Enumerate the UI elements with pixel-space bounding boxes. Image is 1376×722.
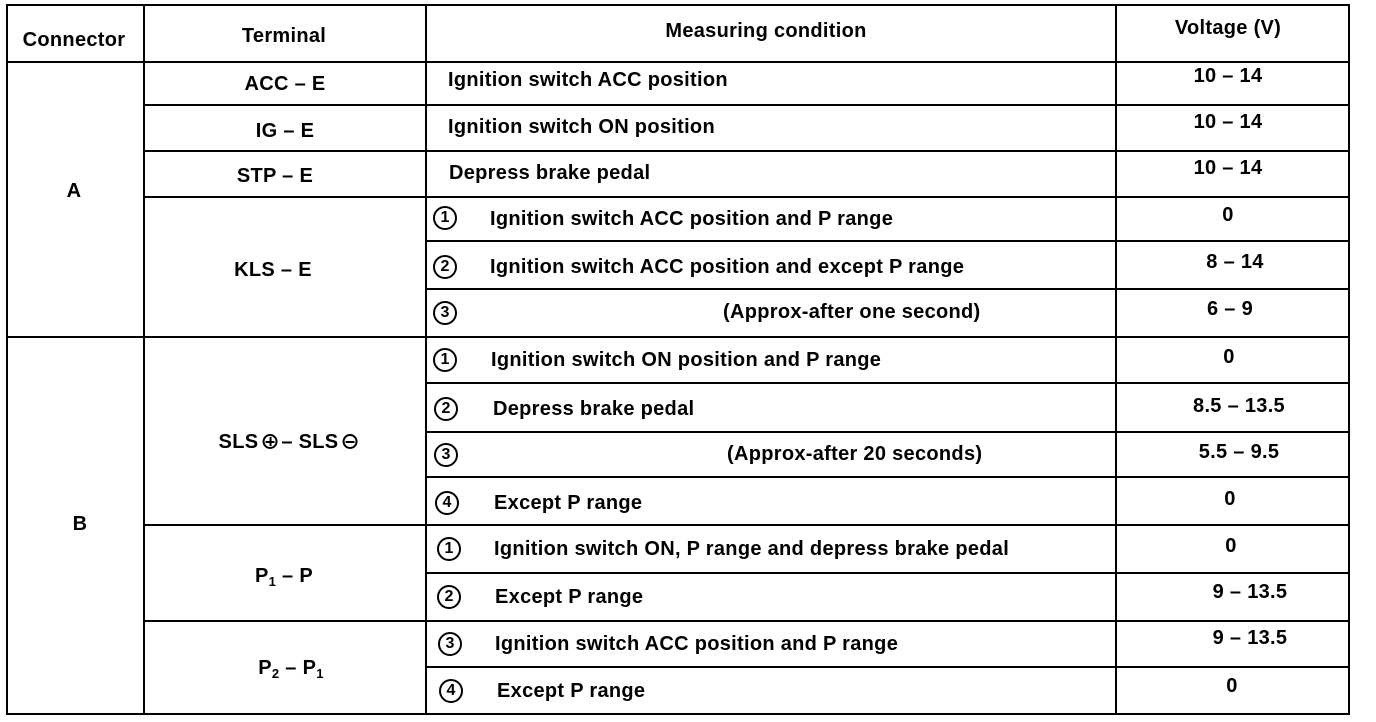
condition-text: Ignition switch ON, P range and depress brake pedal [494, 538, 1010, 560]
voltage-value: 0 [1223, 346, 1235, 368]
voltage-value: 10 – 14 [1193, 157, 1263, 179]
column-divider [143, 4, 145, 715]
terminal-sls [219, 431, 362, 453]
condition-text: (Approx-after one second) [723, 301, 981, 323]
table-border-top [6, 4, 1350, 6]
step-number-circle: 3 [438, 632, 462, 656]
column-divider [425, 4, 427, 715]
row-divider [145, 196, 1350, 198]
voltage-value: 10 – 14 [1193, 65, 1263, 87]
terminal-p1-p [255, 565, 313, 587]
voltage-value: 0 [1225, 535, 1237, 557]
table-border-right [1348, 4, 1350, 715]
condition-text: (Approx-after 20 seconds) [727, 443, 983, 465]
header-terminal: Terminal [241, 25, 327, 47]
voltage-value: 10 – 14 [1193, 111, 1263, 133]
table-border-left [6, 4, 8, 715]
row-divider [427, 476, 1350, 478]
condition-text: Ignition switch ON position and P range [491, 349, 882, 371]
terminal-p2-p1 [258, 657, 323, 679]
terminal-p1-letter: P [255, 565, 269, 587]
terminal-sls-right: SLS [298, 431, 339, 453]
voltage-value: 6 – 9 [1207, 298, 1253, 320]
terminal-sls-dash: – [281, 431, 293, 453]
step-number-circle: 2 [433, 255, 457, 279]
table-border-bottom [6, 713, 1350, 715]
voltage-value: 8 – 14 [1206, 251, 1264, 273]
row-divider [427, 382, 1350, 384]
row-divider [145, 104, 1350, 106]
terminal-stp-e: STP – E [236, 165, 314, 187]
condition-text: Except P range [495, 586, 644, 608]
voltage-value: 9 – 13.5 [1212, 581, 1288, 603]
condition-text: Except P range [497, 680, 646, 702]
step-number-circle: 1 [433, 206, 457, 230]
connector-b: B [72, 513, 88, 535]
condition-text: Depress brake pedal [449, 162, 651, 184]
step-number-circle: 3 [434, 443, 458, 467]
voltage-value: 0 [1226, 675, 1238, 697]
terminal-kls-e: KLS – E [234, 259, 312, 281]
row-divider [145, 620, 1350, 622]
voltage-value: 9 – 13.5 [1212, 627, 1288, 649]
row-divider [427, 431, 1350, 433]
terminal-p2-subscript: 2 [271, 666, 280, 681]
voltage-value: 0 [1222, 204, 1234, 226]
terminal-p1-subscript: 1 [268, 574, 277, 589]
terminal-p2-subscript-2: 1 [316, 666, 324, 681]
condition-text: Except P range [494, 492, 643, 514]
step-number-circle: 2 [434, 397, 458, 421]
condition-text: Ignition switch ACC position and P range [495, 633, 899, 655]
terminal-p1-rest: – P [276, 565, 313, 587]
row-divider [145, 524, 1350, 526]
terminal-acc-e: ACC – E [244, 73, 326, 95]
minus-circle-icon [342, 434, 357, 449]
header-divider [6, 61, 1350, 63]
row-divider [427, 240, 1350, 242]
voltage-value: 0 [1224, 488, 1236, 510]
step-number-circle: 1 [437, 537, 461, 561]
terminal-ig-e: IG – E [255, 120, 315, 142]
step-number-circle: 4 [435, 491, 459, 515]
row-divider [145, 150, 1350, 152]
header-voltage: Voltage (V) [1174, 17, 1282, 39]
step-number-circle: 1 [433, 348, 457, 372]
condition-text: Depress brake pedal [493, 398, 695, 420]
connector-a: A [66, 180, 82, 202]
row-divider [427, 572, 1350, 574]
row-divider [427, 666, 1350, 668]
row-divider [427, 288, 1350, 290]
group-divider [6, 336, 1350, 338]
condition-text: Ignition switch ON position [448, 116, 715, 138]
terminal-p2-rest: – P [279, 657, 317, 679]
column-divider [1115, 4, 1117, 715]
condition-text: Ignition switch ACC position and P range [490, 208, 894, 230]
voltage-value: 5.5 – 9.5 [1198, 441, 1280, 463]
step-number-circle: 4 [439, 679, 463, 703]
step-number-circle: 2 [437, 585, 461, 609]
voltage-value: 8.5 – 13.5 [1193, 395, 1285, 417]
condition-text: Ignition switch ACC position and except P range [490, 256, 965, 278]
header-connector: Connector [22, 29, 126, 51]
condition-text: Ignition switch ACC position [448, 69, 728, 91]
step-number-circle: 3 [433, 301, 457, 325]
header-measuring-condition: Measuring condition [665, 20, 867, 42]
terminal-sls-left: SLS [218, 431, 259, 453]
terminal-p2-letter: P [258, 657, 272, 679]
plus-circle-icon [262, 434, 277, 449]
